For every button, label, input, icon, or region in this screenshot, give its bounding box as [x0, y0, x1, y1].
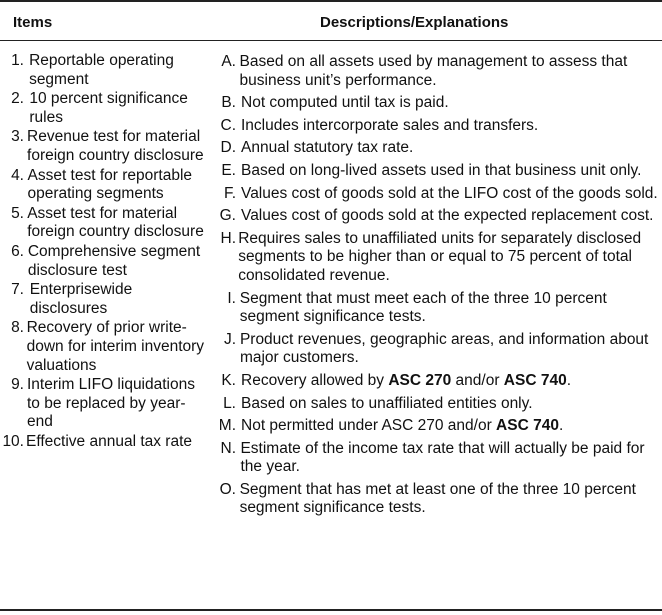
item-row: [0, 128, 205, 165]
descriptions-list: [212, 53, 658, 522]
header-rule: [0, 40, 662, 41]
item-row: [0, 167, 205, 204]
description-row: [212, 94, 658, 113]
top-rule: [0, 0, 662, 2]
description-letter: J.: [223, 330, 236, 348]
item-text: Interim LIFO liquidations to be replaced by year-end: [27, 376, 195, 431]
description-row: [212, 395, 658, 414]
description-row: [212, 162, 658, 181]
item-number: 6.: [11, 242, 24, 260]
description-text: Based on all assets used by management to assess that business unit’s performance.: [239, 53, 628, 89]
description-text: Values cost of goods sold at the expected replacement cost.: [241, 207, 654, 225]
item-row: [0, 281, 205, 318]
description-row: [212, 185, 658, 204]
item-number: 10.: [2, 432, 24, 450]
description-letter: F.: [223, 184, 236, 202]
description-letter: C.: [220, 116, 236, 134]
description-letter: N.: [220, 439, 236, 457]
description-letter: B.: [221, 94, 236, 112]
description-letter: K.: [221, 371, 236, 389]
description-text: Not permitted under ASC 270 and/or ASC 740.: [241, 417, 564, 435]
item-number: 5.: [11, 204, 24, 222]
description-text: Based on long-lived assets used in that business unit only.: [241, 161, 642, 179]
item-number: 7.: [11, 281, 24, 299]
item-number: 4.: [11, 166, 24, 184]
description-text: Values cost of goods sold at the LIFO cost of the goods sold.: [241, 184, 658, 202]
items-header: Items: [13, 14, 53, 31]
item-number: 2.: [11, 90, 24, 108]
description-text: Segment that must meet each of the three 10 percent segment significance tests.: [239, 289, 607, 326]
item-number: 3.: [11, 128, 24, 146]
description-text: Recovery allowed by ASC 270 and/or ASC 740.: [241, 371, 572, 389]
description-row: [212, 139, 658, 158]
description-letter: H.: [220, 229, 236, 247]
description-text: Based on sales to unaffiliated entities only.: [241, 394, 533, 412]
description-text: Annual statutory tax rate.: [241, 139, 414, 157]
item-row: [0, 376, 205, 432]
item-row: [0, 52, 205, 89]
item-row: [0, 205, 205, 242]
description-text: Product revenues, geographic areas, and information about major customers.: [239, 330, 649, 367]
item-number: 1.: [11, 52, 24, 69]
description-row: [212, 481, 658, 518]
item-text: Asset test for reportable operating segments: [27, 166, 193, 203]
item-text: Asset test for material foreign country disclosure: [27, 204, 204, 241]
item-number: 8.: [11, 319, 24, 337]
description-text: Segment that has met at least one of the three 10 percent segment significance tests.: [239, 480, 636, 517]
description-letter: L.: [223, 394, 236, 412]
description-row: [212, 207, 658, 226]
description-text: Not computed until tax is paid.: [241, 94, 449, 112]
description-letter: A.: [221, 53, 236, 70]
description-text: Requires sales to unaffiliated units for separately disclosed segments to be higher than or equal to 75 percent of total consolidated revenue.: [238, 229, 642, 284]
item-text: Revenue test for material foreign country disclosure: [27, 128, 204, 164]
description-letter: O.: [219, 480, 236, 498]
bottom-rule: [0, 609, 662, 611]
items-list: [0, 52, 205, 452]
item-text: 10 percent significance rules: [29, 90, 188, 126]
item-text: Enterprisewide disclosures: [29, 281, 133, 317]
item-row: [0, 243, 205, 280]
description-letter: M.: [218, 417, 236, 435]
item-row: [0, 319, 205, 375]
description-text: Estimate of the income tax rate that will actually be paid for the year.: [240, 439, 645, 476]
description-letter: I.: [227, 289, 236, 307]
description-row: [212, 372, 658, 391]
item-row: [0, 433, 205, 452]
description-text: Includes intercorporate sales and transfers.: [241, 116, 539, 134]
item-text: Effective annual tax rate: [26, 432, 193, 450]
item-text: Comprehensive segment disclosure test: [27, 242, 201, 279]
description-letter: E.: [221, 161, 236, 179]
description-letter: D.: [220, 139, 236, 157]
description-letter: G.: [219, 207, 236, 225]
description-row: [212, 230, 658, 286]
description-row: [212, 331, 658, 368]
descriptions-header: Descriptions/Explanations: [320, 14, 509, 31]
description-row: [212, 117, 658, 136]
item-text: Recovery of prior write-down for interim inventory valuations: [26, 319, 205, 374]
item-text: Reportable operating segment: [29, 52, 174, 88]
description-row: [212, 290, 658, 327]
description-row: [212, 53, 658, 90]
item-number: 9.: [11, 376, 24, 394]
description-row: [212, 440, 658, 477]
item-row: [0, 90, 205, 127]
description-row: [212, 417, 658, 436]
